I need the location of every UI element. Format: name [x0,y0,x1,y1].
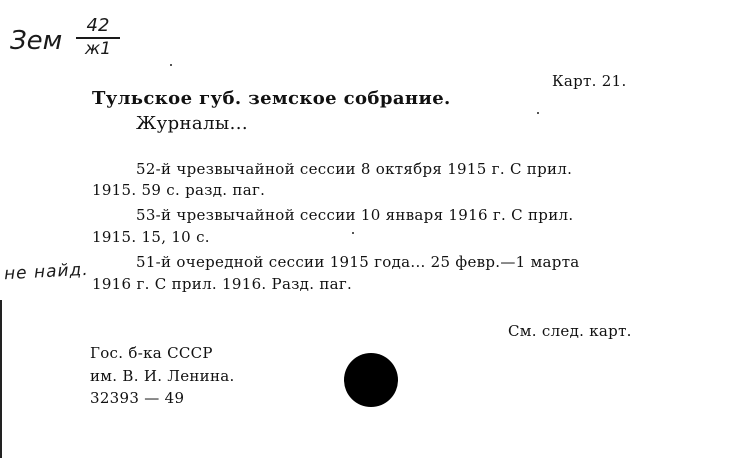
card-number: Карт. 21. [552,72,627,90]
heading-title: Журналы... [136,113,248,134]
shelf-mark-denominator: ж1 [84,39,112,59]
heading-author: Тульское губ. земское собрание. [92,88,451,109]
entry-2-line-2: 1915. 15, 10 с. [92,228,210,246]
shelf-mark-fraction [76,16,120,58]
scan-speck [170,64,172,66]
library-line-1: Гос. б-ка СССР [90,344,213,362]
library-line-3: 32393 — 49 [90,389,185,407]
entry-3-line-1: 51-й очередной сессии 1915 года... 25 февр.—1 марта [136,253,580,271]
entry-1-line-2: 1915. 59 с. разд. паг. [92,181,266,199]
entry-1-line-1: 52-й чрезвычайной сессии 8 октября 1915 г. С прил. [136,160,573,178]
library-line-2: им. В. И. Ленина. [90,367,235,385]
scan-speck [352,232,354,234]
entry-2-line-1: 53-й чрезвычайной сессии 10 января 1916 г. С прил. [136,206,574,224]
margin-note: не найд. [3,259,90,285]
see-next-card: См. след. карт. [508,322,632,340]
entry-3-line-2: 1916 г. С прил. 1916. Разд. паг. [92,275,353,293]
card-punch-hole [344,353,398,407]
scan-speck [537,112,539,114]
card-edge-line [0,300,2,458]
shelf-mark-prefix: Зем [10,26,63,56]
shelf-mark-numerator: 42 [86,15,110,36]
